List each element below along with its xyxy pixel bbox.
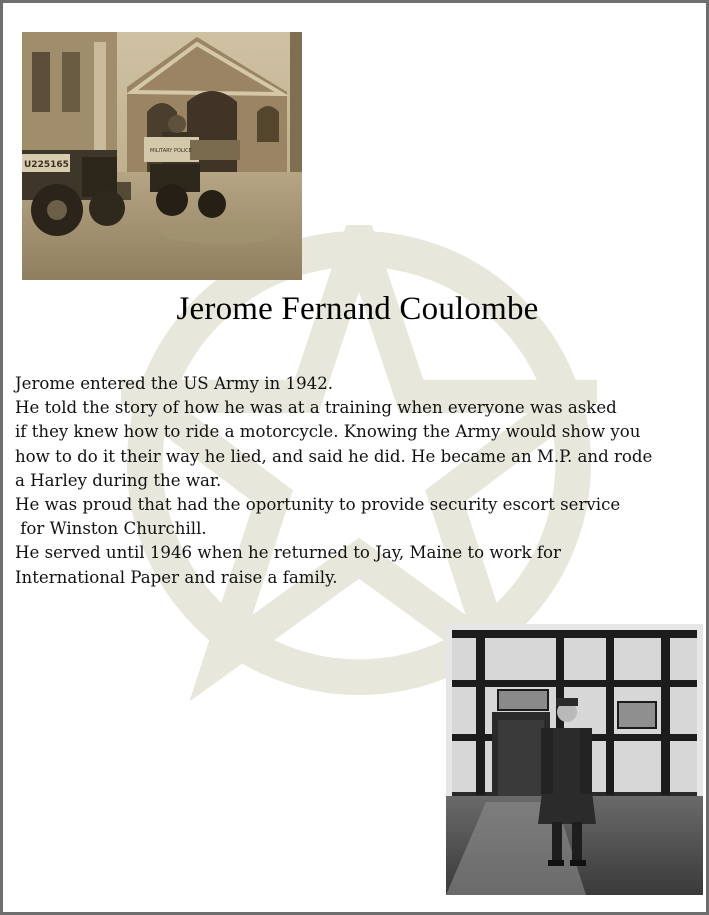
bio-line: if they knew how to ride a motorcycle. Knowing the Army would show you [15, 422, 641, 442]
bio-line: Jerome entered the US Army in 1942. [15, 374, 334, 393]
bio-line: for Winston Churchill. [15, 519, 207, 539]
jeep-plate-text: U225165 [24, 160, 69, 170]
page-title: Jerome Fernand Coulombe [176, 291, 539, 327]
bio-line: He told the story of how he was at a training when everyone was asked [15, 398, 617, 418]
photo-motorcycle-mp [22, 32, 302, 280]
photo-soldier-portrait [446, 624, 703, 895]
biography-text [15, 372, 705, 590]
bio-line: how to do it their way he lied, and said he did. He became an M.P. and rode [15, 446, 653, 466]
bio-line: He served until 1946 when he returned to Jay, Maine to work for [15, 543, 561, 563]
bio-line: International Paper and raise a family. [15, 567, 338, 587]
motorcycle-sign-text: MILITARY POLICE [150, 148, 192, 154]
bio-line: He was proud that had the oportunity to provide security escort service [15, 495, 621, 515]
bio-line: a Harley during the war. [15, 470, 222, 490]
